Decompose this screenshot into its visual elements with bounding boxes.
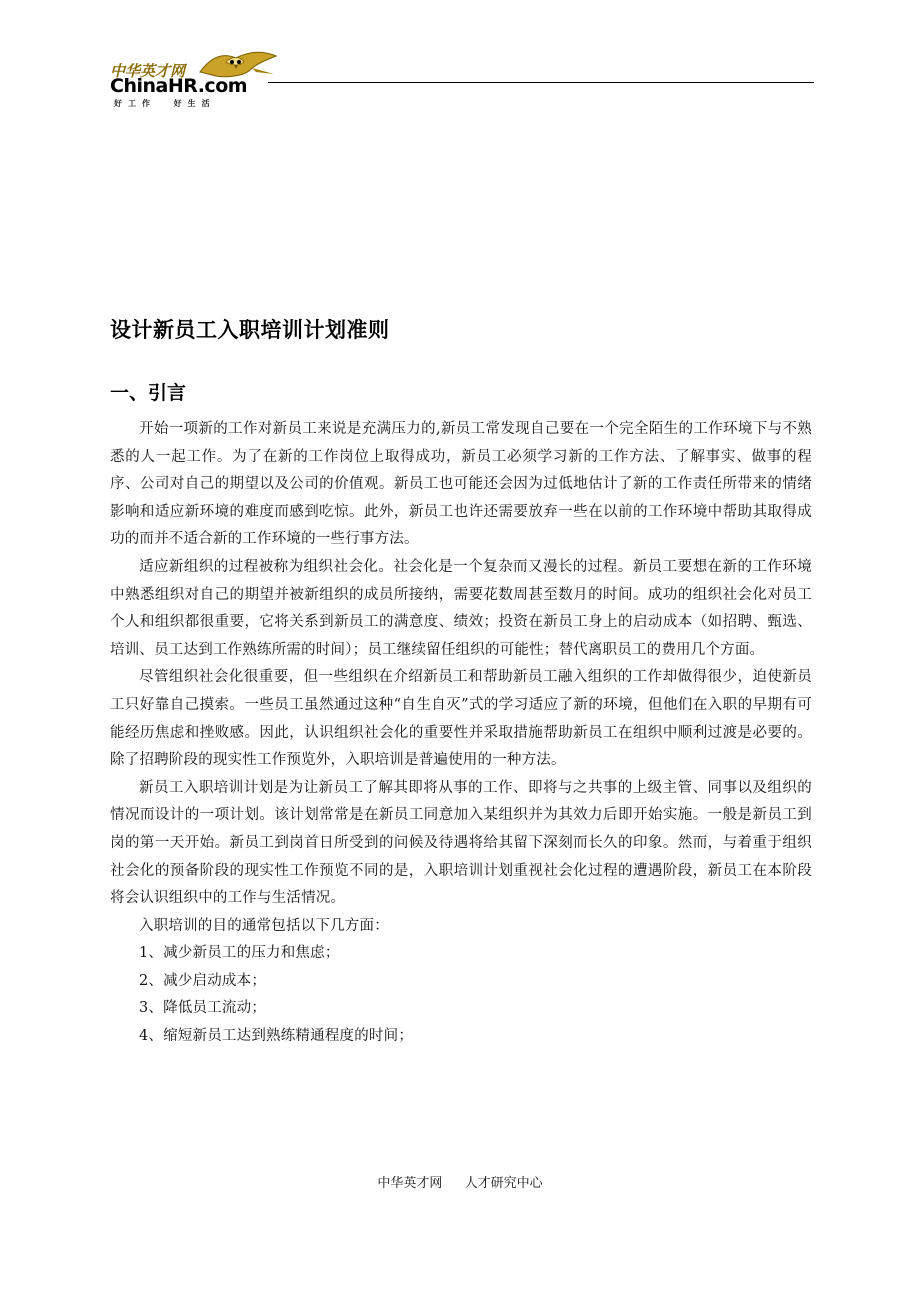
- chinahr-logo[interactable]: [108, 48, 280, 110]
- objectives-list: [110, 940, 812, 1050]
- footer-org: 中华英才网: [377, 1176, 443, 1191]
- paragraph: 新员工入职培训计划是为让新员工了解其即将从事的工作、即将与之共事的上级主管、同事以及组织的情况而设计的一项计划。该计划常常是在新员工同意加入某组织并为其效力后即开始实施。一般是新员工到岗的第一天开始。新员工到岗首日所受到的问候及待遇将给其留下深刻而长久的印象。然而，与着重于组织社会化的预备阶段的现实性工作预览不同的是，入职培训计划重视社会化过程的遭遇阶段，新员工在本阶段将会认识组织中的工作与生活情况。: [110, 779, 812, 907]
- list-item: 2、减少启动成本；: [139, 972, 267, 989]
- document-body: [110, 416, 812, 1051]
- logo-tagline: 好工作 好生活: [114, 99, 216, 108]
- footer-dept: 人才研究中心: [464, 1176, 543, 1191]
- section-heading: 一、引言: [110, 382, 187, 404]
- list-item: 1、减少新员工的压力和焦虑；: [139, 945, 340, 962]
- page-header: [108, 48, 814, 110]
- page-footer: [0, 1172, 920, 1191]
- document-title: 设计新员工入职培训计划准则: [110, 318, 390, 342]
- paragraph: 尽管组织社会化很重要，但一些组织在介绍新员工和帮助新员工融入组织的工作却做得很少，迫使新员工只好靠自己摸索。一些员工虽然通过这种“自生自灭”式的学习适应了新的环境，但他们在入职的早期有可能经历焦虑和挫败感。因此，认识组织社会化的重要性并采取措施帮助新员工在组织中顺利过渡是必要的。除了招聘阶段的现实性工作预览外，入职培训是普遍使用的一种方法。: [110, 669, 812, 769]
- paragraph: 适应新组织的过程被称为组织社会化。社会化是一个复杂而又漫长的过程。新员工要想在新的工作环境中熟悉组织对自己的期望并被新组织的成员所接纳，需要花数周甚至数月的时间。成功的组织社会化对员工个人和组织都很重要，它将关系到新员工的满意度、绩效；投资在新员工身上的启动成本（如招聘、甄选、培训、员工达到工作熟练所需的时间）；员工继续留任组织的可能性；替代离职员工的费用几个方面。: [110, 558, 812, 658]
- header-rule: [268, 82, 814, 83]
- paragraph: 开始一项新的工作对新员工来说是充满压力的,新员工常发现自己要在一个完全陌生的工作环境下与不熟悉的人一起工作。为了在新的工作岗位上取得成功，新员工必须学习新的工作方法、了解事实、做事的程序、公司对自己的期望以及公司的价值观。新员工也可能还会因为过低地估计了新的工作责任所带来的情绪影响和适应新环境的难度而感到吃惊。此外，新员工也许还需要放弃一些在以前的工作环境中帮助其取得成功的而并不适合新的工作环境的一些行事方法。: [110, 421, 812, 548]
- logo-chinese-text: 中华英才网: [110, 62, 186, 80]
- logo-english-text: ChinaHR.com: [110, 75, 248, 97]
- paragraph: 入职培训的目的通常包括以下几方面：: [139, 917, 389, 934]
- list-item: 3、降低员工流动；: [139, 1000, 267, 1017]
- list-item: 4、缩短新员工达到熟练精通程度的时间；: [139, 1028, 414, 1045]
